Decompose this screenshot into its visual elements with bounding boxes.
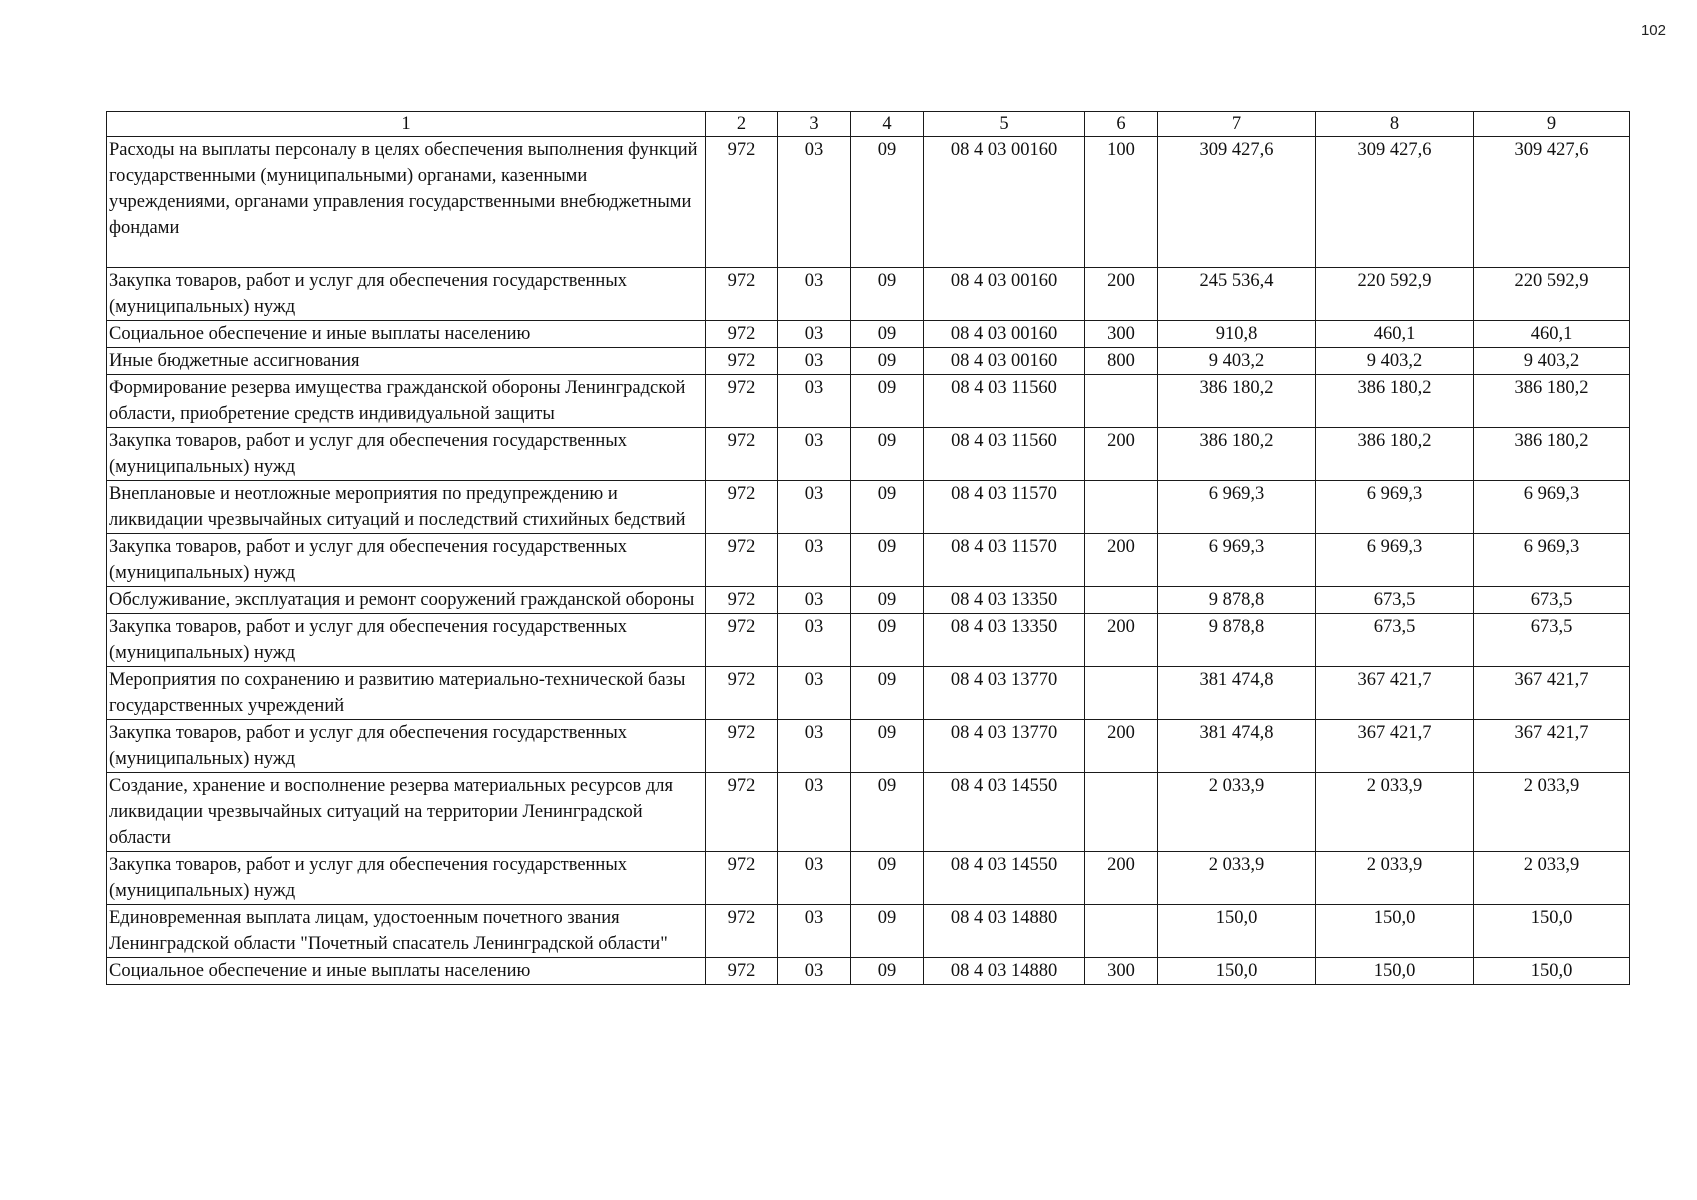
cell-target-article: 08 4 03 11570 [924, 481, 1085, 534]
budget-table [106, 111, 1630, 985]
cell-section: 03 [778, 587, 851, 614]
cell-amount-col8: 2 033,9 [1316, 852, 1474, 905]
cell-amount-col7: 381 474,8 [1158, 720, 1316, 773]
cell-target-article: 08 4 03 13350 [924, 587, 1085, 614]
cell-section: 03 [778, 958, 851, 985]
cell-expense-type: 200 [1085, 428, 1158, 481]
table-row [107, 958, 1630, 985]
cell-subsection: 09 [851, 375, 924, 428]
header-cell: 4 [851, 112, 924, 137]
cell-section: 03 [778, 905, 851, 958]
cell-expense-type: 200 [1085, 614, 1158, 667]
cell-amount-col9: 220 592,9 [1474, 268, 1630, 321]
cell-subsection: 09 [851, 348, 924, 375]
row-description: Единовременная выплата лицам, удостоенным почетного звания Ленинградской области "Почетный спасатель Ленинградской области" [107, 905, 706, 958]
header-cell: 2 [706, 112, 778, 137]
row-description: Закупка товаров, работ и услуг для обеспечения государственных (муниципальных) нужд [107, 428, 706, 481]
table-row [107, 905, 1630, 958]
cell-amount-col8: 673,5 [1316, 614, 1474, 667]
cell-admin-code: 972 [706, 667, 778, 720]
row-description: Создание, хранение и восполнение резерва материальных ресурсов для ликвидации чрезвычайных ситуаций на территории Ленинградской области [107, 773, 706, 852]
row-description: Иные бюджетные ассигнования [107, 348, 706, 375]
cell-target-article: 08 4 03 11570 [924, 534, 1085, 587]
cell-amount-col7: 2 033,9 [1158, 773, 1316, 852]
cell-amount-col9: 150,0 [1474, 958, 1630, 985]
table-row [107, 268, 1630, 321]
cell-amount-col8: 367 421,7 [1316, 720, 1474, 773]
cell-section: 03 [778, 348, 851, 375]
row-description: Формирование резерва имущества гражданской обороны Ленинградской области, приобретение средств индивидуальной защиты [107, 375, 706, 428]
cell-amount-col7: 386 180,2 [1158, 428, 1316, 481]
cell-amount-col9: 6 969,3 [1474, 481, 1630, 534]
cell-amount-col7: 309 427,6 [1158, 137, 1316, 268]
row-description: Закупка товаров, работ и услуг для обеспечения государственных (муниципальных) нужд [107, 614, 706, 667]
cell-expense-type [1085, 667, 1158, 720]
table-row [107, 348, 1630, 375]
table-row [107, 428, 1630, 481]
cell-admin-code: 972 [706, 348, 778, 375]
cell-expense-type: 100 [1085, 137, 1158, 268]
cell-amount-col9: 367 421,7 [1474, 720, 1630, 773]
cell-amount-col7: 245 536,4 [1158, 268, 1316, 321]
cell-amount-col9: 673,5 [1474, 587, 1630, 614]
cell-subsection: 09 [851, 773, 924, 852]
header-row [107, 112, 1630, 137]
cell-amount-col8: 150,0 [1316, 958, 1474, 985]
cell-target-article: 08 4 03 11560 [924, 375, 1085, 428]
cell-amount-col8: 460,1 [1316, 321, 1474, 348]
cell-section: 03 [778, 720, 851, 773]
cell-expense-type [1085, 587, 1158, 614]
cell-admin-code: 972 [706, 773, 778, 852]
cell-section: 03 [778, 268, 851, 321]
cell-admin-code: 972 [706, 852, 778, 905]
cell-subsection: 09 [851, 587, 924, 614]
cell-amount-col9: 386 180,2 [1474, 375, 1630, 428]
cell-target-article: 08 4 03 14550 [924, 773, 1085, 852]
cell-subsection: 09 [851, 667, 924, 720]
cell-admin-code: 972 [706, 321, 778, 348]
cell-section: 03 [778, 614, 851, 667]
cell-subsection: 09 [851, 268, 924, 321]
header-cell: 6 [1085, 112, 1158, 137]
row-description: Закупка товаров, работ и услуг для обеспечения государственных (муниципальных) нужд [107, 534, 706, 587]
row-description: Расходы на выплаты персоналу в целях обеспечения выполнения функций государственными (муниципальными) органами, казенными учреждениями, органами управления государственными внебюджетными фондами [107, 137, 706, 268]
cell-expense-type: 200 [1085, 268, 1158, 321]
table-row [107, 321, 1630, 348]
cell-section: 03 [778, 667, 851, 720]
cell-amount-col9: 6 969,3 [1474, 534, 1630, 587]
cell-target-article: 08 4 03 11560 [924, 428, 1085, 481]
cell-amount-col8: 6 969,3 [1316, 481, 1474, 534]
table-row [107, 137, 1630, 268]
cell-admin-code: 972 [706, 428, 778, 481]
cell-amount-col7: 381 474,8 [1158, 667, 1316, 720]
table-row [107, 614, 1630, 667]
cell-expense-type [1085, 773, 1158, 852]
cell-amount-col9: 2 033,9 [1474, 773, 1630, 852]
cell-target-article: 08 4 03 00160 [924, 321, 1085, 348]
row-description: Социальное обеспечение и иные выплаты населению [107, 321, 706, 348]
cell-expense-type: 200 [1085, 534, 1158, 587]
table-row [107, 587, 1630, 614]
cell-admin-code: 972 [706, 958, 778, 985]
cell-expense-type: 200 [1085, 852, 1158, 905]
row-description: Закупка товаров, работ и услуг для обеспечения государственных (муниципальных) нужд [107, 852, 706, 905]
table-row [107, 375, 1630, 428]
cell-admin-code: 972 [706, 587, 778, 614]
cell-amount-col7: 6 969,3 [1158, 481, 1316, 534]
header-cell: 7 [1158, 112, 1316, 137]
cell-target-article: 08 4 03 14550 [924, 852, 1085, 905]
cell-target-article: 08 4 03 14880 [924, 905, 1085, 958]
cell-amount-col9: 9 403,2 [1474, 348, 1630, 375]
cell-subsection: 09 [851, 321, 924, 348]
table-row [107, 852, 1630, 905]
table-row [107, 534, 1630, 587]
header-cell: 8 [1316, 112, 1474, 137]
cell-amount-col8: 150,0 [1316, 905, 1474, 958]
cell-section: 03 [778, 428, 851, 481]
cell-section: 03 [778, 534, 851, 587]
cell-admin-code: 972 [706, 534, 778, 587]
cell-amount-col9: 367 421,7 [1474, 667, 1630, 720]
cell-subsection: 09 [851, 428, 924, 481]
cell-expense-type [1085, 905, 1158, 958]
cell-amount-col8: 220 592,9 [1316, 268, 1474, 321]
cell-amount-col7: 150,0 [1158, 905, 1316, 958]
cell-expense-type: 800 [1085, 348, 1158, 375]
cell-amount-col8: 309 427,6 [1316, 137, 1474, 268]
cell-admin-code: 972 [706, 481, 778, 534]
cell-section: 03 [778, 852, 851, 905]
cell-subsection: 09 [851, 958, 924, 985]
cell-admin-code: 972 [706, 905, 778, 958]
cell-target-article: 08 4 03 14880 [924, 958, 1085, 985]
cell-section: 03 [778, 481, 851, 534]
cell-subsection: 09 [851, 481, 924, 534]
cell-section: 03 [778, 137, 851, 268]
cell-subsection: 09 [851, 534, 924, 587]
cell-amount-col9: 309 427,6 [1474, 137, 1630, 268]
row-description: Обслуживание, эксплуатация и ремонт сооружений гражданской обороны [107, 587, 706, 614]
cell-section: 03 [778, 321, 851, 348]
page-number: 102 [1640, 22, 1666, 39]
cell-subsection: 09 [851, 614, 924, 667]
cell-amount-col9: 150,0 [1474, 905, 1630, 958]
cell-target-article: 08 4 03 13770 [924, 720, 1085, 773]
cell-amount-col7: 910,8 [1158, 321, 1316, 348]
cell-section: 03 [778, 375, 851, 428]
cell-admin-code: 972 [706, 614, 778, 667]
cell-expense-type: 300 [1085, 321, 1158, 348]
header-cell: 5 [924, 112, 1085, 137]
cell-amount-col9: 673,5 [1474, 614, 1630, 667]
cell-admin-code: 972 [706, 375, 778, 428]
cell-target-article: 08 4 03 13350 [924, 614, 1085, 667]
cell-expense-type [1085, 481, 1158, 534]
cell-expense-type: 200 [1085, 720, 1158, 773]
cell-amount-col7: 9 878,8 [1158, 614, 1316, 667]
cell-amount-col8: 673,5 [1316, 587, 1474, 614]
cell-amount-col7: 2 033,9 [1158, 852, 1316, 905]
header-cell: 1 [107, 112, 706, 137]
cell-expense-type [1085, 375, 1158, 428]
row-description: Закупка товаров, работ и услуг для обеспечения государственных (муниципальных) нужд [107, 720, 706, 773]
table-row [107, 720, 1630, 773]
cell-amount-col8: 2 033,9 [1316, 773, 1474, 852]
cell-admin-code: 972 [706, 720, 778, 773]
cell-target-article: 08 4 03 00160 [924, 268, 1085, 321]
cell-subsection: 09 [851, 852, 924, 905]
cell-amount-col8: 6 969,3 [1316, 534, 1474, 587]
cell-target-article: 08 4 03 00160 [924, 137, 1085, 268]
cell-amount-col9: 2 033,9 [1474, 852, 1630, 905]
cell-amount-col9: 386 180,2 [1474, 428, 1630, 481]
header-cell: 3 [778, 112, 851, 137]
cell-subsection: 09 [851, 137, 924, 268]
cell-amount-col9: 460,1 [1474, 321, 1630, 348]
cell-admin-code: 972 [706, 137, 778, 268]
cell-section: 03 [778, 773, 851, 852]
cell-admin-code: 972 [706, 268, 778, 321]
cell-target-article: 08 4 03 00160 [924, 348, 1085, 375]
row-description: Социальное обеспечение и иные выплаты населению [107, 958, 706, 985]
cell-amount-col7: 150,0 [1158, 958, 1316, 985]
header-cell: 9 [1474, 112, 1630, 137]
row-description: Мероприятия по сохранению и развитию материально-технической базы государственных учреждений [107, 667, 706, 720]
cell-amount-col8: 9 403,2 [1316, 348, 1474, 375]
row-description: Внеплановые и неотложные мероприятия по предупреждению и ликвидации чрезвычайных ситуаций и последствий стихийных бедствий [107, 481, 706, 534]
cell-amount-col8: 386 180,2 [1316, 375, 1474, 428]
cell-amount-col8: 386 180,2 [1316, 428, 1474, 481]
cell-subsection: 09 [851, 905, 924, 958]
cell-subsection: 09 [851, 720, 924, 773]
cell-amount-col7: 6 969,3 [1158, 534, 1316, 587]
cell-amount-col7: 9 403,2 [1158, 348, 1316, 375]
cell-expense-type: 300 [1085, 958, 1158, 985]
cell-target-article: 08 4 03 13770 [924, 667, 1085, 720]
table-row [107, 481, 1630, 534]
cell-amount-col7: 386 180,2 [1158, 375, 1316, 428]
table-row [107, 773, 1630, 852]
table-row [107, 667, 1630, 720]
row-description: Закупка товаров, работ и услуг для обеспечения государственных (муниципальных) нужд [107, 268, 706, 321]
cell-amount-col8: 367 421,7 [1316, 667, 1474, 720]
cell-amount-col7: 9 878,8 [1158, 587, 1316, 614]
